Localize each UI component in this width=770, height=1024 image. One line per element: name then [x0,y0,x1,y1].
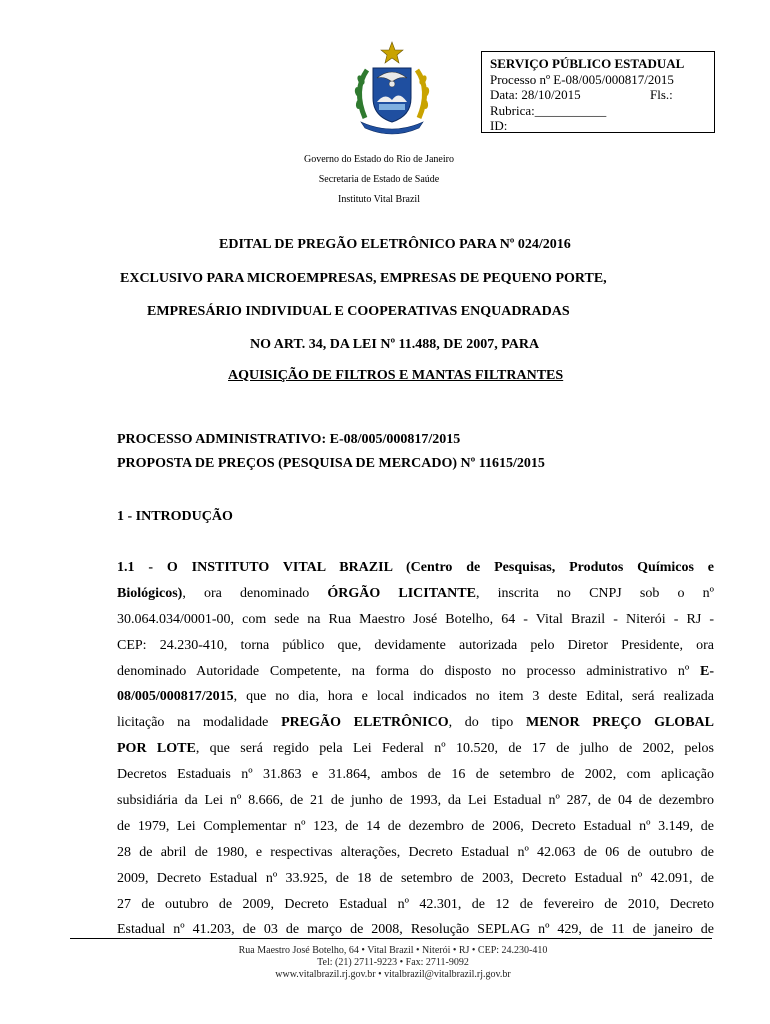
paragraph-line: 08/005/000817/2015, que no dia, hora e local indicados no item 3 deste Edital, será realizada [117,689,714,705]
paragraph-line: 1.1 - O INSTITUTO VITAL BRAZIL (Centro de Pesquisas, Produtos Químicos e [117,560,714,575]
paragraph-line: POR LOTE, que será regido pela Lei Federal nº 10.520, de 17 de julho de 2002, pelos [117,741,714,757]
paragraph-line: Decretos Estaduais nº 31.863 e 31.864, ambos de 16 de setembro de 2002, com aplicação [117,767,714,783]
paragraph-line: subsidiária da Lei nº 8.666, de 21 de junho de 1993, da Lei Estadual nº 287, de 04 de dezembro [117,793,714,809]
stamp-fls: Fls.: [650,87,673,102]
paragraph-line: Estadual nº 41.203, de 03 de março de 2008, Resolução SEPLAG nº 429, de 11 de janeiro de [117,922,714,938]
paragraph-line: Biológicos), ora denominado ÓRGÃO LICITANTE, inscrita no CNPJ sob o nº [117,585,714,601]
paragraph-line: de 1979, Lei Complementar nº 123, de 14 de dezembro de 2006, Decreto Estadual nº 3.149, de [117,818,714,834]
administrative-process: PROCESSO ADMINISTRATIVO: E-08/005/000817/2015 [117,432,461,447]
introduction-paragraph [117,555,714,943]
price-proposal: PROPOSTA DE PREÇOS (PESQUISA DE MERCADO) Nº 11615/2015 [117,456,545,471]
stamp-rubrica: Rubrica:___________ [490,102,607,118]
paragraph-line: CEP: 24.230-410, torna público que, devidamente autorizada pelo Diretor Presidente, ora [117,637,714,653]
stamp-id: ID: [490,118,508,133]
process-stamp-box [481,51,715,133]
paragraph-line: 2009, Decreto Estadual nº 33.925, de 18 de setembro de 2003, Decreto Estadual nº 42.091, de [117,870,714,886]
footer-web-email: www.vitalbrazil.rj.gov.br • vitalbrazil@vitalbrazil.rj.gov.br [275,969,511,980]
paragraph-line: denominado Autoridade Competente, na forma do disposto no processo administrativo nº E- [117,663,714,679]
edital-title: EDITAL DE PREGÃO ELETRÔNICO PARA Nº 024/2016 [219,237,571,252]
footer-phone: Tel: (21) 2711-9223 • Fax: 2711-9092 [317,957,469,968]
section-heading-introduction: 1 - INTRODUÇÃO [117,509,233,524]
footer-address: Rua Maestro José Botelho, 64 • Vital Brazil • Niterói • RJ • CEP: 24.230-410 [238,945,548,956]
paragraph-line: 30.064.034/0001-00, com sede na Rua Maestro José Botelho, 64 - Vital Brazil - Niterói - RJ - [117,611,714,627]
coat-of-arms-emblem [347,40,437,136]
edital-subtitle-line-2: EMPRESÁRIO INDIVIDUAL E COOPERATIVAS ENQUADRADAS [147,304,570,319]
stamp-process-number: Processo nº E-08/005/000817/2015 [490,71,674,87]
edital-subtitle-line-1: EXCLUSIVO PARA MICROEMPRESAS, EMPRESAS DE PEQUENO PORTE, [120,271,607,286]
paragraph-line: licitação na modalidade PREGÃO ELETRÔNICO, do tipo MENOR PREÇO GLOBAL [117,715,714,731]
footer-divider [70,938,712,939]
stamp-heading: SERVIÇO PÚBLICO ESTADUAL [490,56,685,71]
stamp-date: Data: 28/10/2015 [490,87,581,102]
edital-object: AQUISIÇÃO DE FILTROS E MANTAS FILTRANTES [228,368,564,383]
government-name: Governo do Estado do Rio de Janeiro [304,154,454,165]
institute-name: Instituto Vital Brazil [338,194,420,205]
paragraph-line: 28 de abril de 1980, e respectivas alterações, Decreto Estadual nº 42.063 de 06 de outubro de [117,844,714,860]
paragraph-line: 27 de outubro de 2009, Decreto Estadual nº 42.301, de 12 de fevereiro de 2010, Decreto [117,896,714,912]
edital-subtitle-line-3: NO ART. 34, DA LEI Nº 11.488, DE 2007, PARA [250,337,540,352]
secretariat-name: Secretaria de Estado de Saúde [318,174,440,185]
